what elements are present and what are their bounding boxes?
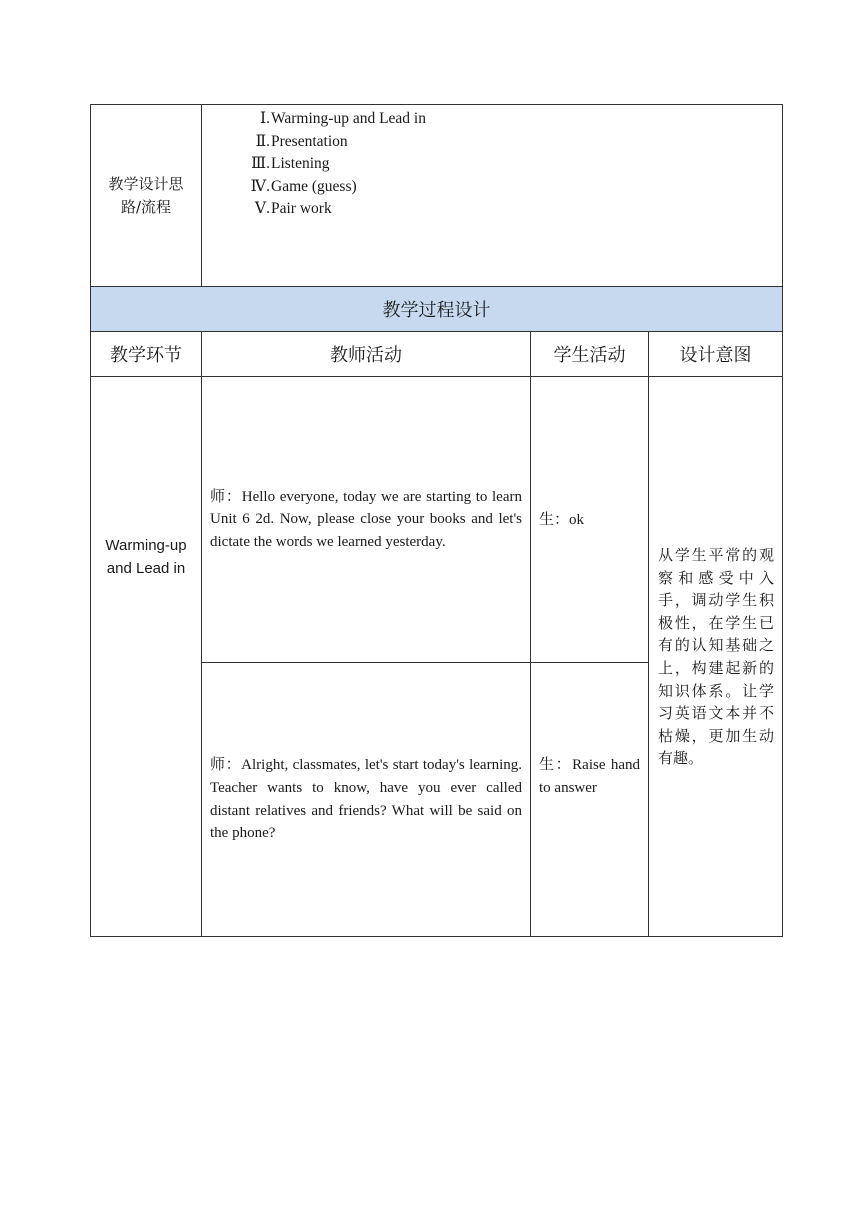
flow-item	[244, 198, 782, 221]
flow-item	[244, 176, 782, 199]
flow-item-number: Ⅰ.	[260, 110, 270, 127]
flow-item	[244, 108, 782, 131]
section-title-row	[91, 287, 783, 332]
flow-item-text: Game (guess)	[271, 177, 357, 195]
process-row	[91, 377, 783, 663]
teacher-activity-text: 师：Alright, classmates, let's start today's learning. Teacher wants to know, have you ever called distant relatives and friends? What will be said on the phone?	[210, 757, 522, 842]
lesson-plan-table	[90, 104, 783, 937]
flow-item-text: Presentation	[271, 132, 348, 150]
design-purpose	[649, 377, 783, 937]
design-purpose-text: 从学生平常的观察和感受中入手，调动学生积极性，在学生已有的认知基础之上，构建起新的知识体系。让学习英语文本并不枯燥，更加生动有趣。	[658, 546, 774, 768]
flow-item-text: Listening	[271, 155, 330, 173]
flow-item-number: Ⅱ.	[255, 132, 270, 150]
flow-item	[244, 153, 782, 176]
header-student: 学生活动	[531, 332, 649, 377]
header-teacher: 教师活动	[202, 332, 531, 377]
column-header-row	[91, 332, 783, 377]
design-flow-label: 教学设计思路/流程	[91, 105, 202, 287]
section-title: 教学过程设计	[91, 287, 783, 332]
header-purpose: 设计意图	[649, 332, 783, 377]
teacher-activity-text: 师：Hello everyone, today we are starting to learn Unit 6 2d. Now, please close your books and let's dictate the words we learned yesterday.	[210, 488, 522, 550]
stage-cell	[91, 377, 202, 937]
flow-item-number: Ⅳ.	[250, 177, 270, 195]
header-stage: 教学环节	[91, 332, 202, 377]
student-activity	[531, 377, 649, 663]
flow-item-number: Ⅲ.	[251, 155, 270, 173]
design-flow-list	[202, 105, 783, 287]
student-activity-text: 生：Raise hand to answer	[539, 757, 640, 796]
teacher-activity	[202, 663, 531, 937]
flow-item	[244, 131, 782, 154]
design-flow-row	[91, 105, 783, 287]
lesson-plan-page	[90, 104, 782, 937]
student-activity	[531, 663, 649, 937]
flow-item-number: Ⅴ.	[254, 200, 270, 218]
student-activity-text: 生：ok	[539, 512, 585, 528]
stage-name: Warming-up and Lead in	[105, 537, 187, 577]
teacher-activity	[202, 377, 531, 663]
flow-item-text: Pair work	[271, 200, 332, 218]
flow-item-text: Warming-up and Lead in	[271, 110, 426, 127]
